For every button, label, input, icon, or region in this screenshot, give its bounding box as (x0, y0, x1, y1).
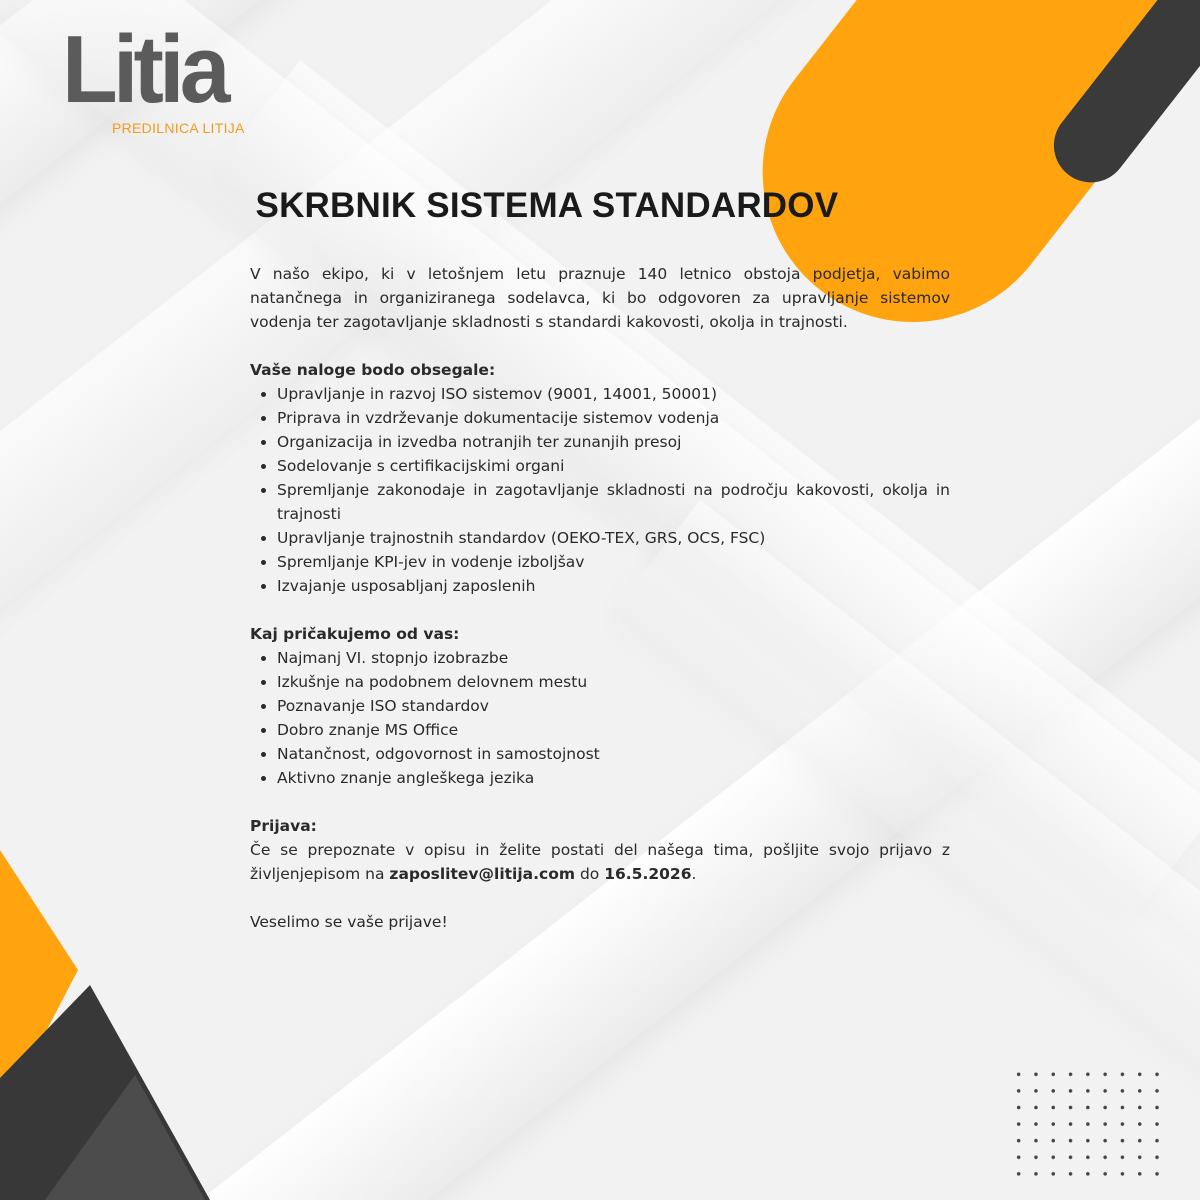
list-item: • Upravljanje in razvoj ISO sistemov (9001, 14001, 50001) (277, 382, 950, 406)
application-text: Če se prepoznate v opisu in želite postati del našega tima, pošljite svojo prijavo z življenjepisom na (250, 841, 950, 883)
list-item: • Organizacija in izvedba notranjih ter zunanjih presoj (277, 430, 950, 454)
list-item: • Sodelovanje s certifikacijskimi organi (277, 454, 950, 478)
application-heading: Prijava: (250, 817, 317, 835)
list-item: • Izvajanje usposabljanj zaposlenih (277, 574, 950, 598)
list-item: • Najmanj VI. stopnjo izobrazbe (277, 646, 950, 670)
list-item: • Poznavanje ISO standardov (277, 694, 950, 718)
dot-grid-pattern (1010, 1066, 1170, 1186)
list-item: • Aktivno znanje angleškega jezika (277, 766, 950, 790)
list-item: • Natančnost, odgovornost in samostojnost (277, 742, 950, 766)
list-item: • Spremljanje KPI-jev in vodenje izboljšav (277, 550, 950, 574)
closing-text: Veselimo se vaše prijave! (250, 913, 448, 931)
list-item: • Spremljanje zakonodaje in zagotavljanje skladnosti na področju kakovosti, okolja in trajnosti (277, 478, 950, 526)
intro-paragraph: V našo ekipo, ki v letošnjem letu praznuje 140 letnico obstoja podjetja, vabimo natančnega in organiziranega sodelavca, ki bo odgovoren za upravljanje sistemov vodenja ter zagotavljanje skladnosti s standardi kakovosti, okolja in trajnosti. (250, 265, 950, 331)
logo-wordmark: Litia (62, 16, 226, 123)
application-paragraph (250, 838, 950, 886)
title-accent: M/Ž/D (848, 186, 945, 225)
logo-subtitle: PREDILNICA LITIJA (112, 120, 245, 136)
expectations-list (250, 646, 950, 790)
job-description (250, 262, 950, 934)
list-item: • Upravljanje trajnostnih standardov (OEKO-TEX, GRS, OCS, FSC) (277, 526, 950, 550)
title-main: SKRBNIK SISTEMA STANDARDOV (255, 186, 839, 225)
tasks-list (250, 382, 950, 598)
tasks-heading: Vaše naloge bodo obsegale: (250, 361, 496, 379)
list-item: • Dobro znanje MS Office (277, 718, 950, 742)
list-item: • Priprava in vzdrževanje dokumentacije sistemov vodenja (277, 406, 950, 430)
list-item: • Izkušnje na podobnem delovnem mestu (277, 670, 950, 694)
application-deadline: 16.5.2026 (604, 865, 692, 883)
page-title (0, 186, 1200, 226)
decorative-triangles (0, 850, 260, 1200)
application-email[interactable]: zaposlitev@litija.com (389, 865, 576, 883)
expectations-heading: Kaj pričakujemo od vas: (250, 625, 460, 643)
application-text: do (575, 865, 605, 883)
company-logo (62, 16, 262, 141)
application-text: . (691, 865, 697, 883)
